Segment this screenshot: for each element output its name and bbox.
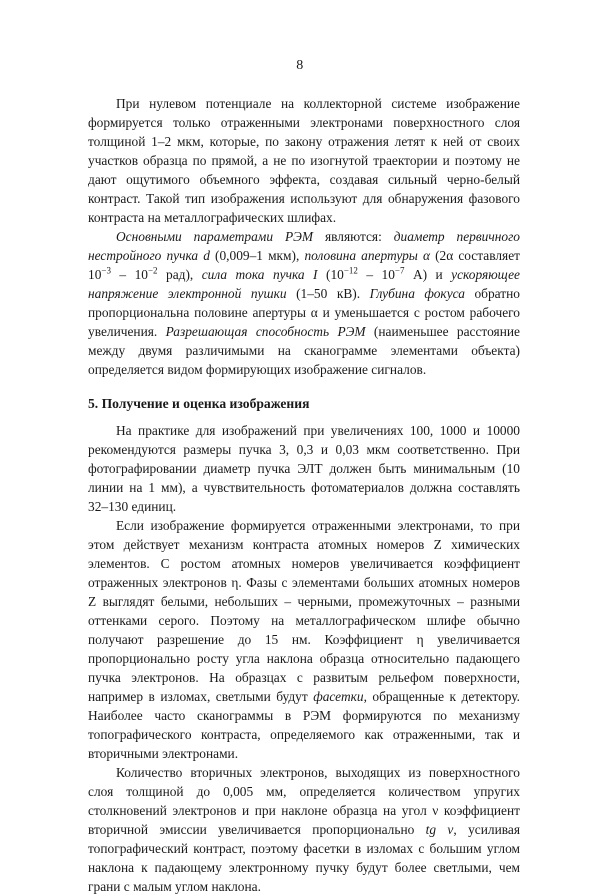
paragraph-reflected-electrons: При нулевом потенциале на коллекторной системе изображение формируется только отраженными электронами поверхностного слоя толщиной 1–2 мкм, которые, по закону отражения летят к ней от своих участков образца по прямой, а не по изогнутой траектории и поэтому не дают ощутимого объемного эффекта, создавая сильный черно-белый контраст. Такой тип изображения используют для обнаружения фазового контраста на металлографических шлифах. [88, 96, 520, 225]
paragraph-rem-parameters: Основными параметрами РЭМ являются: диаметр первичного нестройного пучка d (0,009–1 мкм), половина апертуры α (2α составляет $10^{-3} - 10^{-2}$ рад), сила тока пучка I ($10^{-12} - 10^{-7}$ А) и ускоряющее напряжение электронной пушки (1–50 кВ). Глубина фокуса обратно пропорциональна половине апертуры α и уменьшается с ростом рабочего увеличения. Разрешающая способность РЭМ (наименьшее расстояние между двумя различимыми на сканограмме элементами объекта) определяется видом формирующих изображение сигналов. [88, 229, 521, 377]
paragraph-atomic-contrast: Если изображение формируется отраженными электронами, то при этом действует механизм контраста атомных номеров Z химических элементов. С ростом атомных номеров увеличивается коэффициент отраженных электронов η. Фазы с элементами больших атомных номеров Z выглядят белыми, небольших – черными, промежуточных – разными оттенками серого. Поэтому на металлографическом шлифе обычно получают разрешение до 15 нм. Коэффициент η увеличивается пропорционально росту угла наклона образца относительно падающего пучка электронов. На образцах с развитым рельефом поверхности, например в изломах, светлыми будут фасетки, обращенные к детектору. Наиболее часто сканограммы в РЭМ формируются по механизму топографического контраста, определяемого как отраженными, так и вторичными электронами. [88, 518, 521, 761]
paragraph-secondary-electrons: Количество вторичных электронов, выходящих из поверхностного слоя толщиной до 0,005 мм, определяется количеством упругих столкновений электронов и при наклоне образца на угол ν коэффициент вторичной эмиссии увеличивается пропорционально tg ν, усиливая топографический контраст, поэтому фасетки в изломах с большим углом наклона к падающему электронному пучку будут более светлыми, чем грани с малым углом наклона. [88, 765, 520, 894]
section-heading: 5. Получение и оценка изображения [88, 396, 310, 411]
page-body [88, 94, 520, 896]
paragraph-magnification: На практике для изображений при увеличениях 100, 1000 и 10000 рекомендуются размеры пучка 3, 0,3 и 0,03 мкм соответственно. При фотографировании диаметр пучка ЭЛТ должен быть минимальным (10 линии на 1 мм), а чувствительность фотоматериалов должна составлять 32–130 единиц. [88, 423, 520, 514]
page-number: 8 [296, 58, 304, 73]
